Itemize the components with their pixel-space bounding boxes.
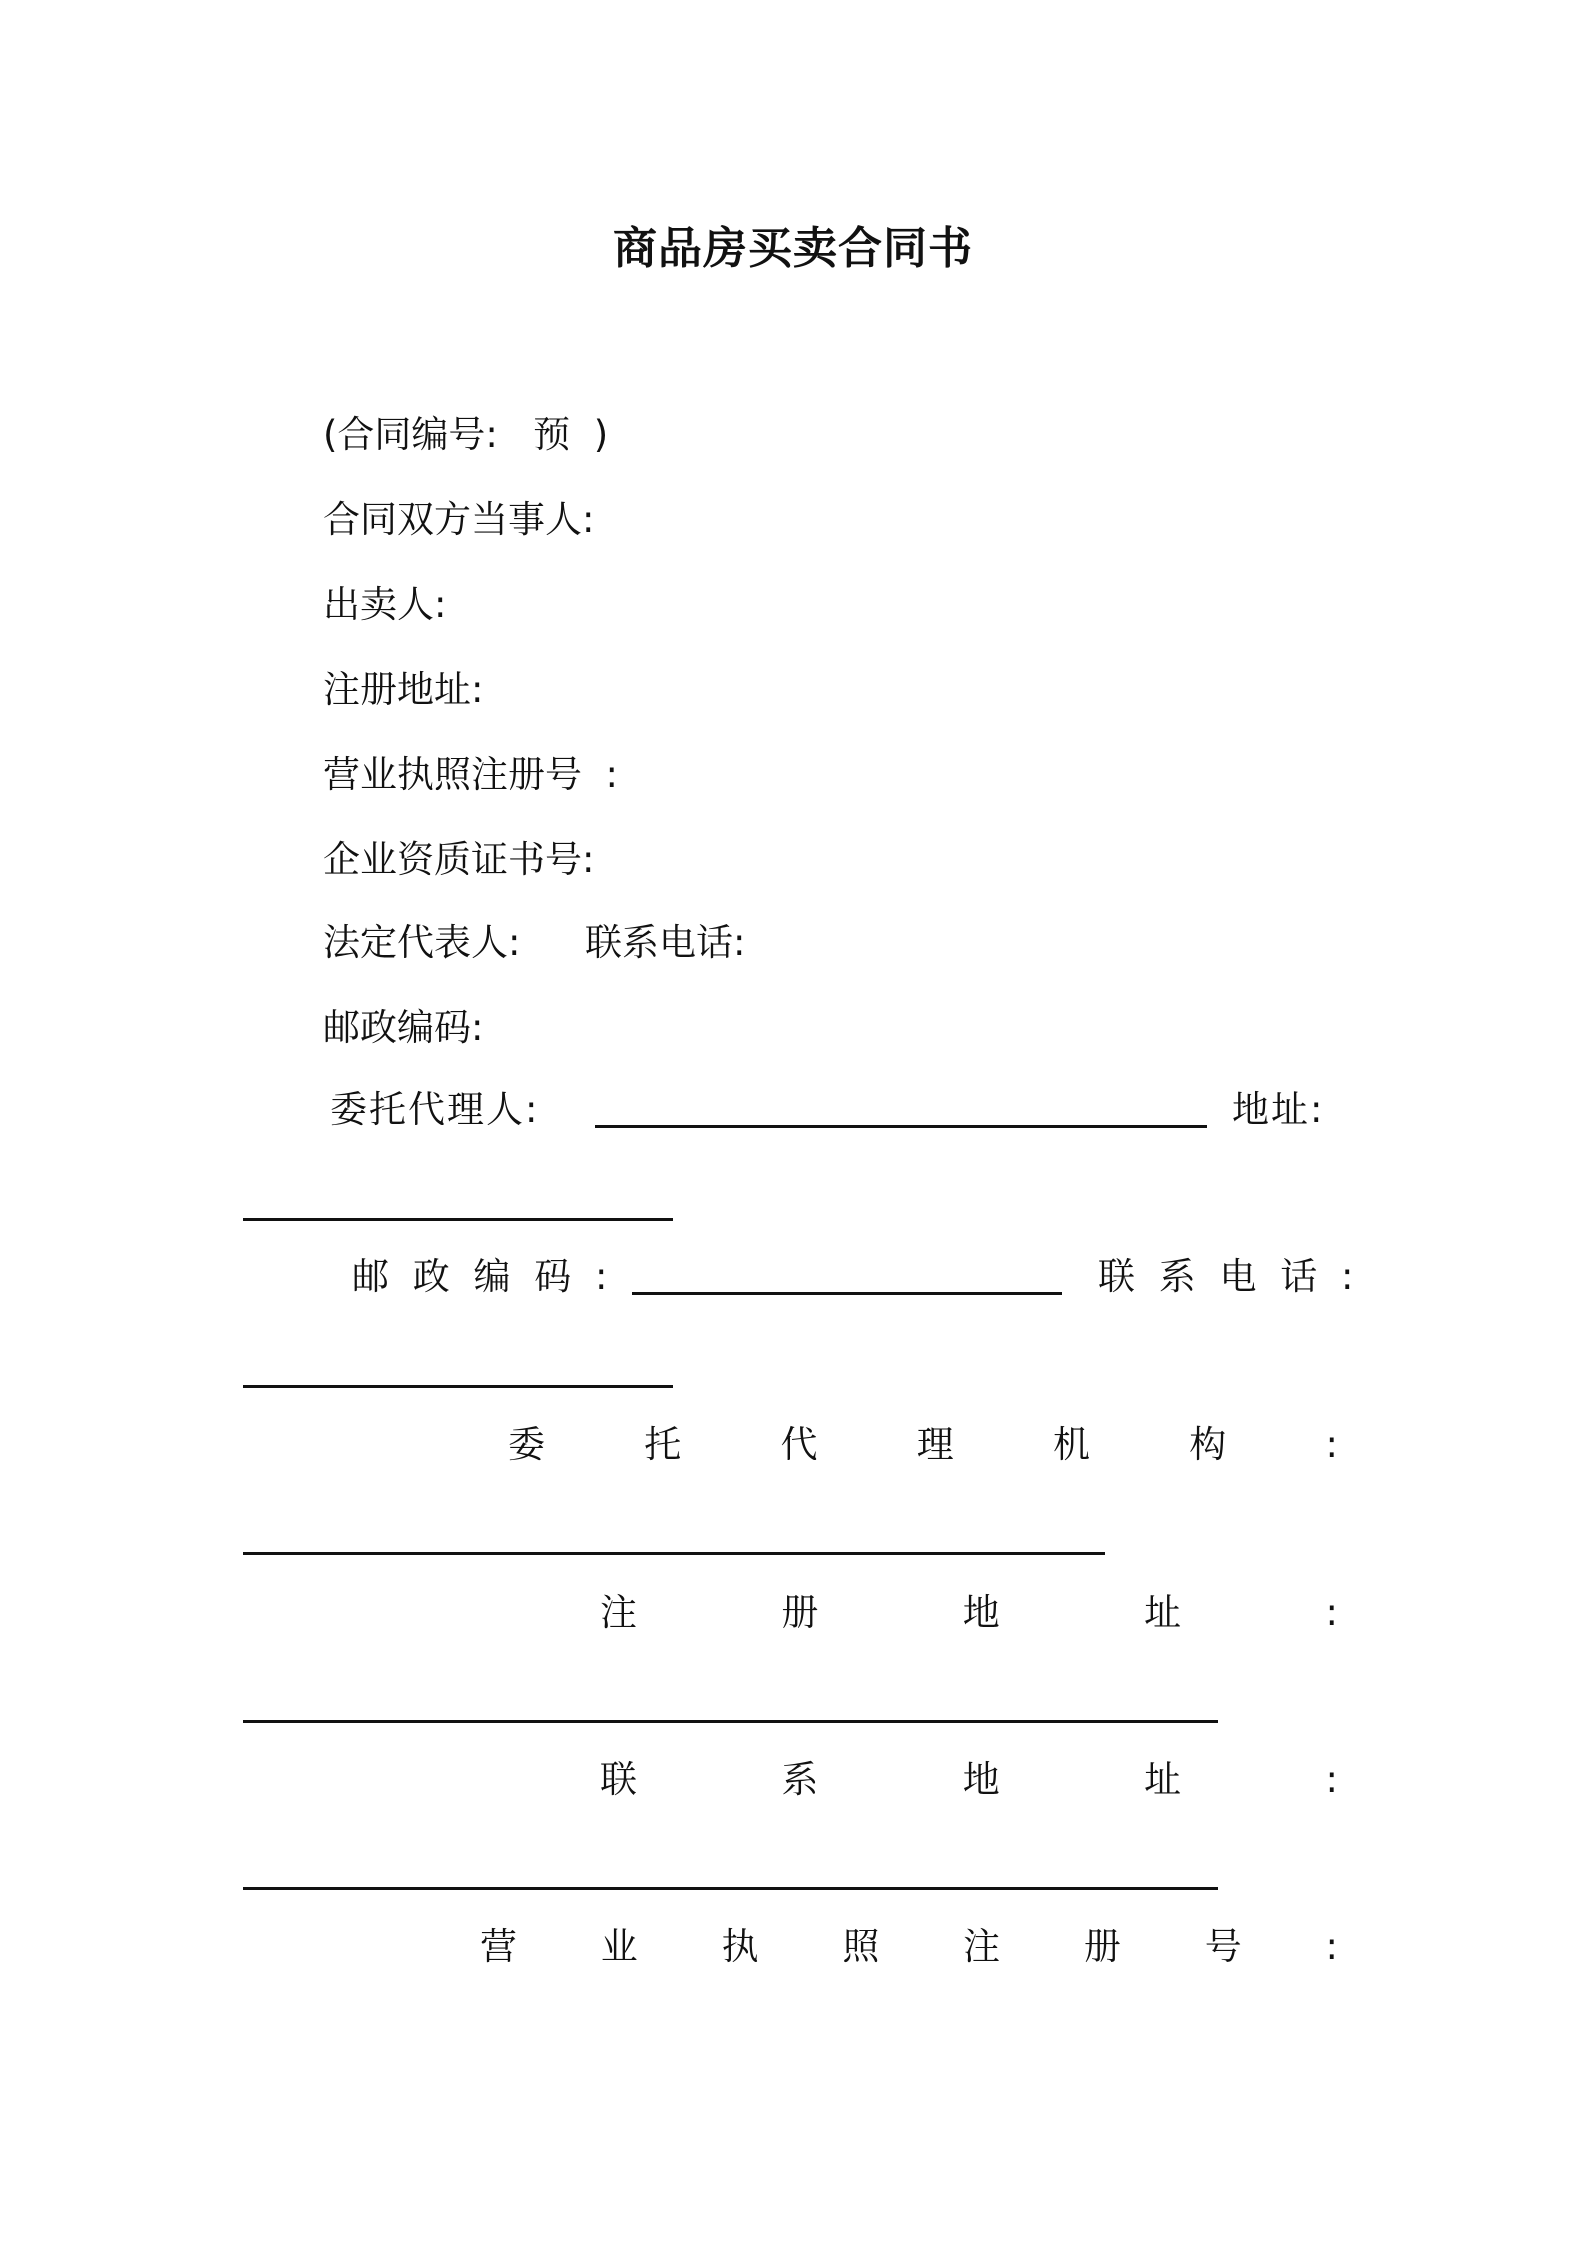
- agency-char: 托: [644, 1423, 682, 1466]
- agency-char: 机: [1053, 1423, 1090, 1466]
- agency-contact-address-char: 址: [1144, 1758, 1182, 1801]
- agency-label: [508, 1420, 1338, 1470]
- legal-representative-phone-label: 联系电话:: [585, 921, 746, 964]
- seller-label: 出卖人:: [323, 583, 447, 626]
- business-license-label: 营业执照注册号 :: [323, 753, 618, 796]
- contract-number: (合同编号: 预 ): [323, 413, 609, 456]
- agency-char: 委: [508, 1423, 545, 1466]
- agency-reg-address-char: :: [1325, 1591, 1338, 1634]
- registered-address-label: 注册地址:: [323, 668, 484, 711]
- agency-reg-address-char: 地: [962, 1591, 1000, 1634]
- agent-phone-underline: [243, 1385, 673, 1388]
- agency-license-char: 册: [1083, 1925, 1121, 1968]
- agency-contact-address-char: 系: [781, 1758, 819, 1801]
- agency-license-char: 业: [600, 1925, 638, 1968]
- agency-license-char: 执: [721, 1925, 759, 1968]
- parties-heading: 合同双方当事人:: [323, 498, 595, 541]
- agency-reg-address-char: 址: [1144, 1591, 1182, 1634]
- agency-registered-address-label: [600, 1588, 1338, 1638]
- agency-registered-address-underline: [243, 1720, 1218, 1723]
- agency-contact-address-underline: [243, 1887, 1218, 1890]
- agent-postcode-label: 邮 政 编 码 :: [352, 1255, 614, 1298]
- agency-contact-address-label: [600, 1755, 1338, 1805]
- document-title: 商品房买卖合同书: [613, 223, 973, 274]
- agency-reg-address-char: 册: [781, 1591, 819, 1634]
- postcode-label: 邮政编码:: [323, 1006, 484, 1049]
- legal-representative-label: 法定代表人:: [323, 921, 521, 964]
- agency-char: 代: [780, 1423, 818, 1466]
- agent-name-underline: [595, 1125, 1207, 1128]
- agency-license-char: 照: [842, 1925, 880, 1968]
- agent-phone-label: 联 系 电 话 :: [1098, 1255, 1360, 1298]
- agency-underline: [243, 1552, 1105, 1555]
- agency-license-char: :: [1325, 1925, 1338, 1968]
- agency-business-license-label: [480, 1922, 1338, 1972]
- agency-contact-address-char: 地: [962, 1758, 1000, 1801]
- agency-char: :: [1325, 1423, 1338, 1466]
- agent-label: 委托代理人:: [330, 1088, 540, 1131]
- agent-address-underline: [243, 1218, 673, 1221]
- agency-license-char: 号: [1204, 1925, 1242, 1968]
- agent-address-label: 地址:: [1232, 1088, 1325, 1131]
- agency-contact-address-char: 联: [600, 1758, 637, 1801]
- agency-contact-address-char: :: [1325, 1758, 1338, 1801]
- agency-license-char: 营: [480, 1925, 517, 1968]
- qualification-certificate-label: 企业资质证书号:: [323, 838, 595, 881]
- agent-postcode-underline: [632, 1292, 1062, 1295]
- agency-char: 构: [1189, 1423, 1227, 1466]
- agency-char: 理: [916, 1423, 954, 1466]
- agency-license-char: 注: [963, 1925, 1001, 1968]
- agency-reg-address-char: 注: [600, 1591, 637, 1634]
